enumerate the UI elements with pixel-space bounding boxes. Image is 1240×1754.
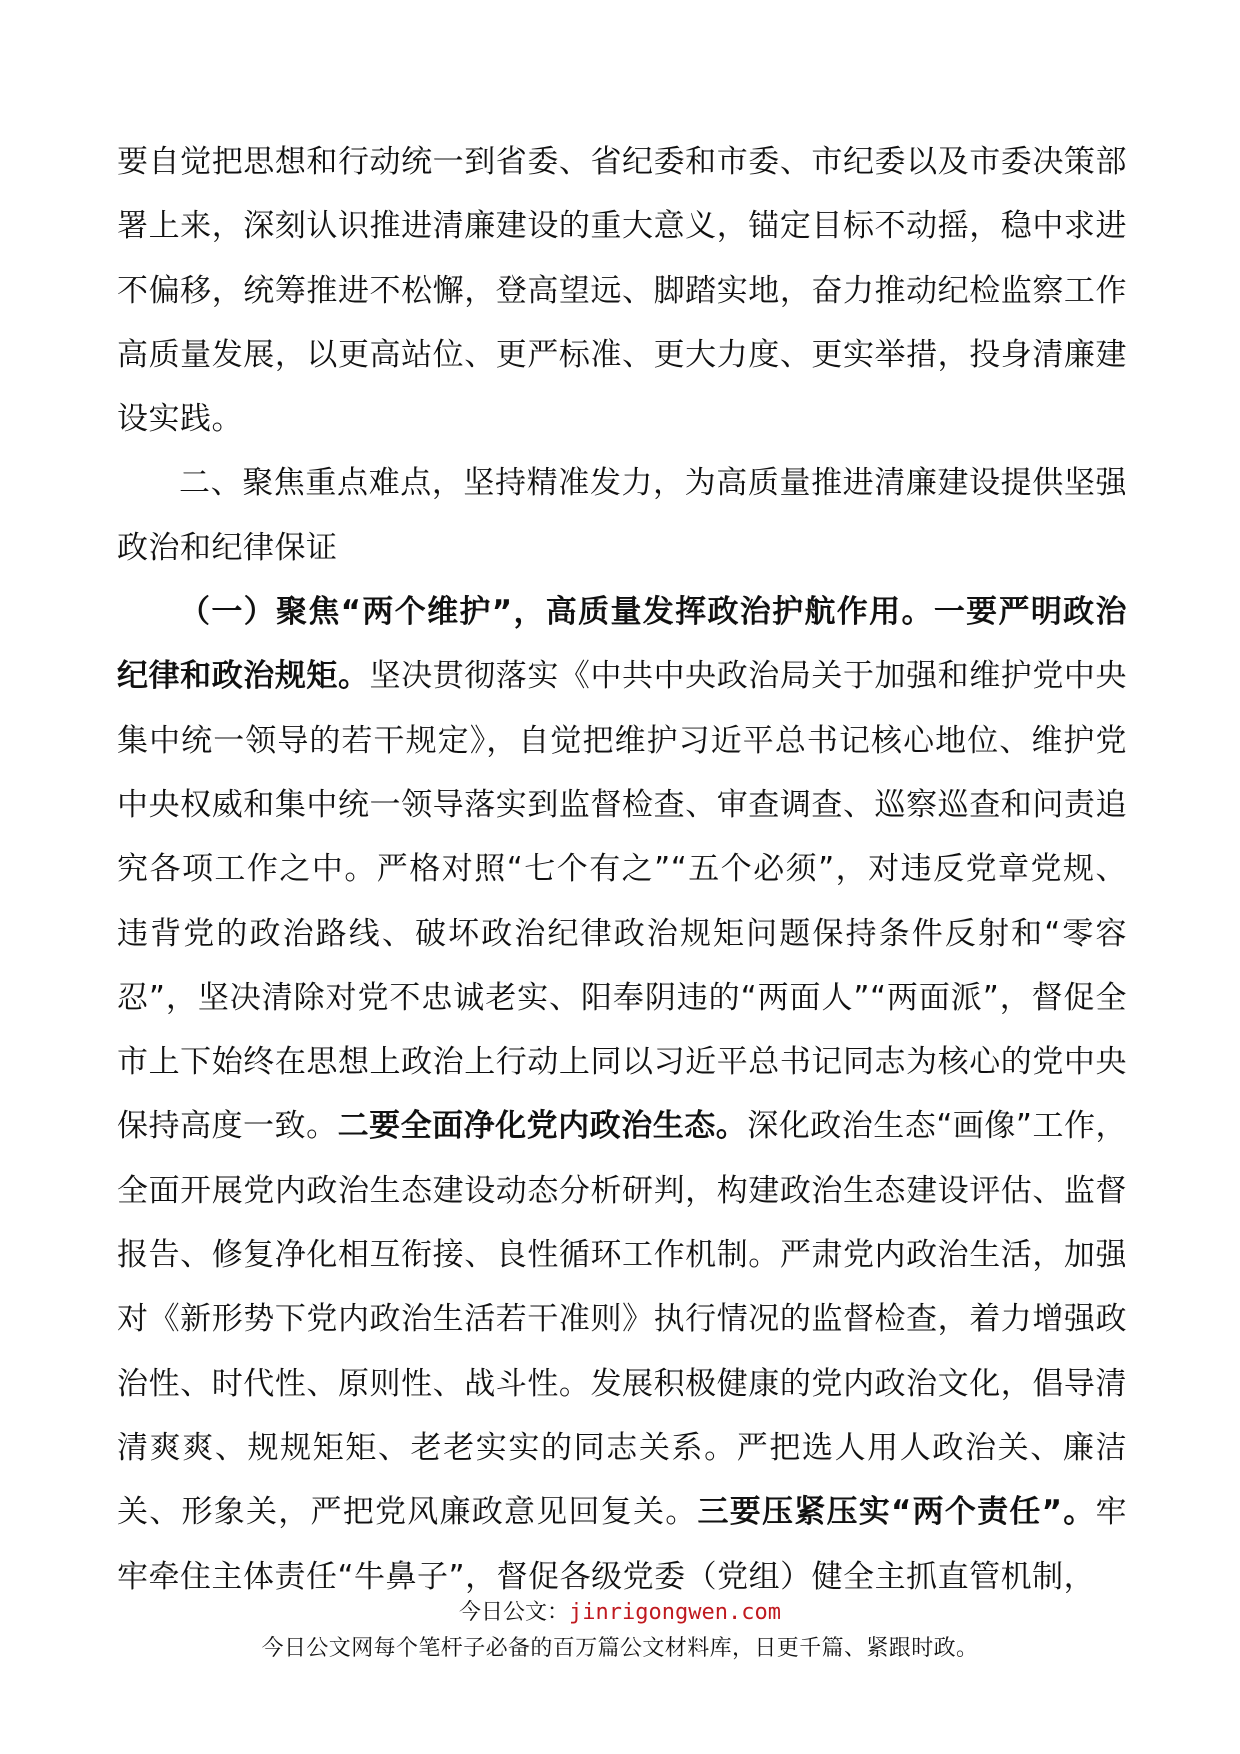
footer-tagline: 今日公文网每个笔杆子必备的百万篇公文材料库，日更千篇、紧跟时政。 [261,1636,979,1661]
page-footer [0,1595,1240,1667]
paragraph-text-one: 坚决贯彻落实《中共中央政治局关于加强和维护党中央集中统一领导的若干规定》，自觉把维护习近平总书记核心地位、维护党中央权威和集中统一领导落实到监督检查、审查调查、巡察巡查和问责追究各项工作之中。严格对照“七个有之”“五个必须”，对违反党章党规、违背党的政治路线、破坏政治纪律政治规矩问题保持条件反射和“零容忍”，坚决清除对党不忠诚老实、阳奉阴违的“两面人”“两面派”，督促全市上下始终在思想上政治上行动上同以习近平总书记同志为核心的党中央保持高度一致。 [117,658,1127,1145]
footer-url-link[interactable]: jinrigongwen.com [569,1600,781,1625]
section-heading-two: 二、聚焦重点难点，坚持精准发力，为高质量推进清廉建设提供坚强政治和纪律保证 [117,465,1127,566]
footer-source-line [0,1595,1240,1631]
paragraph-political-guard [117,580,1127,1609]
bold-heading-one: （一）聚焦“两个维护”，高质量发挥政治护航作用。一要严明政治纪律和政治规矩。 [117,594,1127,695]
bold-heading-three: 三要压紧压实“两个责任”。 [697,1494,1096,1531]
paragraph-text-two: 深化政治生态“画像”工作，全面开展党内政治生态建设动态分析研判，构建政治生态建设评估、监督报告、修复净化相互衔接、良性循环工作机制。严肃党内政治生活，加强对《新形势下党内政治生活若干准则》执行情况的监督检查，着力增强政治性、时代性、原则性、战斗性。发展积极健康的党内政治文化，倡导清清爽爽、规规矩矩、老老实实的同志关系。严把选人用人政治关、廉洁关、形象关，严把党风廉政意见回复关。 [117,1108,1128,1531]
paragraph-text-three: 牢牢牵住主体责任“牛鼻子”，督促各级党委（党组）健全主抓直管机制， [117,1494,1127,1595]
paragraph-intro: 要自觉把思想和行动统一到省委、省纪委和市委、市纪委以及市委决策部署上来，深刻认识推进清廉建设的重大意义，锚定目标不动摇，稳中求进不偏移，统筹推进不松懈，登高望远、脚踏实地，奋力推动纪检监察工作高质量发展，以更高站位、更严标准、更大力度、更实举措，投身清廉建设实践。 [117,144,1127,438]
document-body [117,130,1127,1609]
bold-heading-two: 二要全面净化党内政治生态。 [337,1108,748,1145]
footer-label: 今日公文： [459,1600,570,1625]
